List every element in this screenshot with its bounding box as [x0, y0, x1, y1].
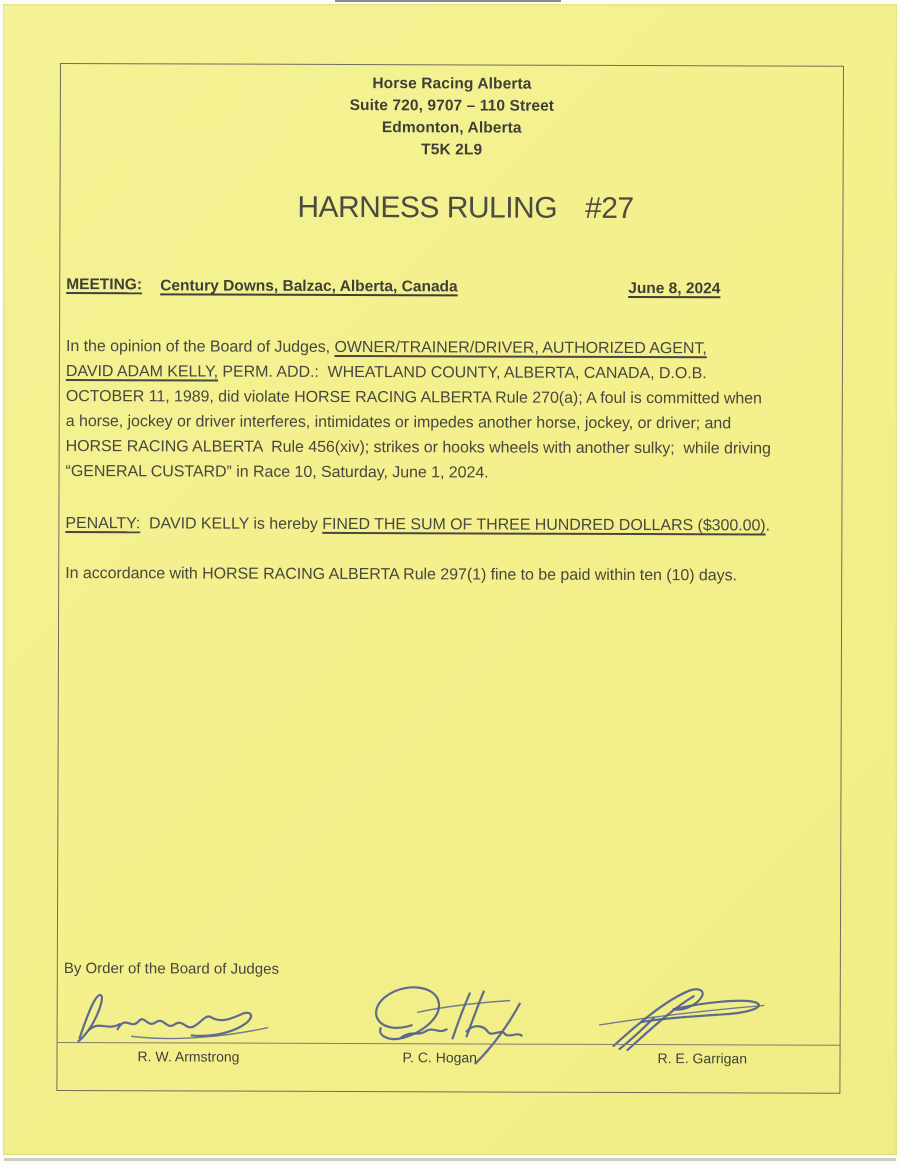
scan-edge-artifact-top	[335, 0, 561, 2]
signatory-name-hogan: P. C. Hogan	[402, 1049, 478, 1066]
payment-terms-line: In accordance with HORSE RACING ALBERTA Rule 297(1) fine to be paid within ten (10) days.	[65, 565, 737, 585]
meeting-date: June 8, 2024	[628, 279, 721, 298]
yellow-paper-sheet	[3, 4, 897, 1155]
document-title	[74, 190, 856, 227]
document-border-frame	[56, 63, 844, 1094]
letterhead	[61, 72, 843, 163]
signature-garrigan-icon	[594, 984, 772, 1057]
letterhead-address: Suite 720, 9707 – 110 Street	[349, 97, 555, 115]
document-title-text: HARNESS RULING	[297, 190, 558, 225]
meeting-row	[60, 276, 842, 298]
signatory-name-armstrong: R. W. Armstrong	[137, 1048, 240, 1065]
ruling-opinion-paragraph: In the opinion of the Board of Judges, OWNER/TRAINER/DRIVER, AUTHORIZED AGENT, DAVID ADAM KELLY, PERM. ADD.: WHEATLAND COUNTY, ALBERTA, CANADA, D.O.B. OCTOBER 11, 1989, did violate HORSE RACING ALBERTA Rule 270(a); A foul is committed when a horse, jockey or driver interferes, intimidates or impedes another horse, jockey, or driver; and HORSE RACING ALBERTA Rule 456(xiv); strikes or hooks wheels with another sulky; while driving “GENERAL CUSTARD” in Race 10, Saturday, June 1, 2024.	[65, 338, 771, 482]
scan-edge-artifact-bottom	[4, 1158, 896, 1161]
signature-line	[58, 1042, 840, 1046]
signature-armstrong-icon	[72, 984, 284, 1049]
letterhead-postal: T5K 2L9	[421, 141, 483, 159]
letterhead-city: Edmonton, Alberta	[381, 119, 522, 137]
ruling-number: #27	[585, 191, 634, 226]
meeting-label: MEETING:	[66, 276, 143, 294]
letterhead-org: Horse Racing Alberta	[372, 75, 532, 93]
by-order-line: By Order of the Board of Judges	[63, 960, 279, 978]
meeting-venue: Century Downs, Balzac, Alberta, Canada	[160, 277, 458, 296]
signatory-name-garrigan: R. E. Garrigan	[657, 1050, 748, 1067]
penalty-line: PENALTY: DAVID KELLY is hereby FINED THE SUM OF THREE HUNDRED DOLLARS ($300.00).	[65, 515, 771, 535]
